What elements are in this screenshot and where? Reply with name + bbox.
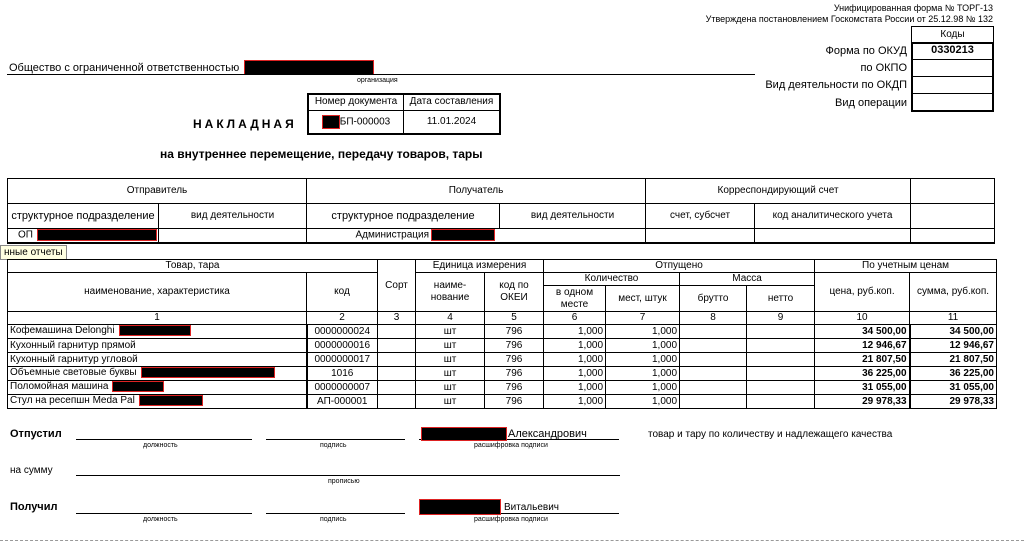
cell-net bbox=[747, 325, 815, 339]
cell-unit: шт bbox=[416, 395, 485, 409]
okdp-label: Вид деятельности по ОКДП bbox=[765, 79, 907, 91]
sum-label: на сумму bbox=[10, 465, 53, 476]
cell-sort bbox=[378, 395, 416, 409]
position-caption: должность bbox=[143, 442, 178, 449]
corr-header: Корреспондирующий счет bbox=[646, 179, 911, 204]
received-label: Получил bbox=[10, 501, 58, 513]
number-header: Номер документа bbox=[308, 94, 404, 110]
col-num: 5 bbox=[485, 312, 544, 325]
items-table bbox=[7, 259, 997, 409]
form-name: Унифицированная форма № ТОРГ-13 bbox=[833, 3, 993, 13]
cell-price: 31 055,00 bbox=[815, 381, 910, 395]
col-num: 1 bbox=[8, 312, 307, 325]
decoding-caption: расшифровка подписи bbox=[474, 516, 548, 523]
doc-subtitle: на внутреннее перемещение, передачу товаров, тары bbox=[160, 147, 483, 161]
okpo-label: по ОКПО bbox=[860, 62, 907, 74]
col-num: 3 bbox=[378, 312, 416, 325]
cell-places: 1,000 bbox=[606, 395, 680, 409]
cell-places: 1,000 bbox=[606, 381, 680, 395]
col-num: 11 bbox=[910, 312, 997, 325]
cell-net bbox=[747, 353, 815, 367]
in-words-caption: прописью bbox=[328, 478, 360, 485]
cell-price: 34 500,00 bbox=[815, 325, 910, 339]
cell-unit: шт bbox=[416, 367, 485, 381]
cell-gross bbox=[680, 381, 747, 395]
cell-sum: 36 225,00 bbox=[910, 367, 997, 381]
redaction bbox=[421, 427, 507, 441]
redaction bbox=[112, 381, 164, 392]
redaction bbox=[119, 325, 191, 336]
col-num: 7 bbox=[606, 312, 680, 325]
cell-okei: 796 bbox=[485, 381, 544, 395]
doc-date: 11.01.2024 bbox=[404, 110, 501, 134]
cell-price: 29 978,33 bbox=[815, 395, 910, 409]
redaction bbox=[141, 367, 275, 378]
struct-label: структурное подразделение bbox=[307, 204, 500, 229]
released-label: Отпустил bbox=[10, 428, 62, 440]
cell-gross bbox=[680, 353, 747, 367]
activity-label: вид деятельности bbox=[500, 204, 646, 229]
signature-caption: подпись bbox=[320, 442, 347, 449]
cell-places: 1,000 bbox=[606, 367, 680, 381]
cell-net bbox=[747, 367, 815, 381]
cell-sum: 12 946,67 bbox=[910, 339, 997, 353]
goods-header: Товар, тара bbox=[8, 260, 378, 273]
cell-unit: шт bbox=[416, 325, 485, 339]
table-row bbox=[8, 339, 997, 353]
cell-sort bbox=[378, 353, 416, 367]
date-header: Дата составления bbox=[404, 94, 501, 110]
redaction bbox=[419, 499, 501, 515]
mass-header: Масса bbox=[680, 273, 815, 286]
page-break bbox=[0, 540, 1024, 541]
cell-name: Стул на ресепшн Meda Pal bbox=[8, 395, 307, 409]
analytic-label: код аналитического учета bbox=[755, 204, 911, 229]
places-header: мест, штук bbox=[606, 286, 680, 312]
cell-sum: 21 807,50 bbox=[910, 353, 997, 367]
operation-label: Вид операции bbox=[835, 97, 907, 109]
cell-name: Поломойная машина bbox=[8, 381, 307, 395]
position-caption: должность bbox=[143, 516, 178, 523]
received-name: Витальевич bbox=[504, 502, 559, 513]
cell-sum: 29 978,33 bbox=[910, 395, 997, 409]
tooltip: нные отчеты bbox=[0, 245, 67, 260]
cell-in-place: 1,000 bbox=[544, 325, 606, 339]
cell-price: 12 946,67 bbox=[815, 339, 910, 353]
by-price-header: По учетным ценам bbox=[815, 260, 997, 273]
cell-sum: 34 500,00 bbox=[910, 325, 997, 339]
cell-places: 1,000 bbox=[606, 325, 680, 339]
organization-caption: организация bbox=[357, 77, 398, 84]
cell-name: Кофемашина Delonghi bbox=[8, 325, 307, 339]
sender-header: Отправитель bbox=[8, 179, 307, 204]
sort-header: Сорт bbox=[378, 260, 416, 312]
codes-header: Коды bbox=[911, 26, 994, 43]
receiver-value: Администрация bbox=[307, 229, 646, 243]
cell-sort bbox=[378, 367, 416, 381]
redaction bbox=[37, 229, 157, 241]
cell-unit: шт bbox=[416, 381, 485, 395]
cell-sum: 31 055,00 bbox=[910, 381, 997, 395]
cell-net bbox=[747, 339, 815, 353]
activity-label: вид деятельности bbox=[159, 204, 307, 229]
cell-places: 1,000 bbox=[606, 353, 680, 367]
doc-number: БП-000003 bbox=[308, 110, 404, 134]
table-row bbox=[8, 381, 997, 395]
decoding-caption: расшифровка подписи bbox=[474, 442, 548, 449]
cell-gross bbox=[680, 325, 747, 339]
cell-code: 0000000024 bbox=[307, 325, 378, 339]
cell-in-place: 1,000 bbox=[544, 367, 606, 381]
struct-label: структурное подразделение bbox=[8, 204, 159, 229]
cell-gross bbox=[680, 367, 747, 381]
cell-okei: 796 bbox=[485, 339, 544, 353]
name-header: наименование, характеристика bbox=[8, 273, 307, 312]
price-header: цена, руб.коп. bbox=[815, 273, 910, 312]
cell-okei: 796 bbox=[485, 367, 544, 381]
cell-okei: 796 bbox=[485, 395, 544, 409]
cell-in-place: 1,000 bbox=[544, 353, 606, 367]
qty-header: Количество bbox=[544, 273, 680, 286]
cell-name: Объемные световые буквы bbox=[8, 367, 307, 381]
cell-name: Кухонный гарнитур прямой bbox=[8, 339, 307, 353]
okei-header: код по ОКЕИ bbox=[485, 273, 544, 312]
cell-net bbox=[747, 395, 815, 409]
cell-name: Кухонный гарнитур угловой bbox=[8, 353, 307, 367]
table-row bbox=[8, 367, 997, 381]
code-header: код bbox=[307, 273, 378, 312]
col-num: 9 bbox=[747, 312, 815, 325]
cell-places: 1,000 bbox=[606, 339, 680, 353]
sum-header: сумма, руб.коп. bbox=[910, 273, 997, 312]
col-num: 8 bbox=[680, 312, 747, 325]
cell-sort bbox=[378, 325, 416, 339]
unit-header: Единица измерения bbox=[416, 260, 544, 273]
table-row bbox=[8, 395, 997, 409]
col-num: 2 bbox=[307, 312, 378, 325]
okud-value: 0330213 bbox=[931, 44, 974, 56]
table-row bbox=[8, 353, 997, 367]
cell-sort bbox=[378, 339, 416, 353]
account-label: счет, субсчет bbox=[646, 204, 755, 229]
receiver-header: Получатель bbox=[307, 179, 646, 204]
cell-net bbox=[747, 381, 815, 395]
parties-table bbox=[7, 178, 995, 244]
col-num: 6 bbox=[544, 312, 606, 325]
gross-header: брутто bbox=[680, 286, 747, 312]
net-header: нетто bbox=[747, 286, 815, 312]
redaction bbox=[322, 115, 340, 129]
col-num: 4 bbox=[416, 312, 485, 325]
cell-okei: 796 bbox=[485, 325, 544, 339]
sender-value: ОП bbox=[8, 229, 159, 243]
cell-okei: 796 bbox=[485, 353, 544, 367]
quality-text: товар и тару по количеству и надлежащего качества bbox=[648, 429, 893, 440]
in-place-header: в одном месте bbox=[544, 286, 606, 312]
cell-code: 1016 bbox=[307, 367, 378, 381]
cell-price: 21 807,50 bbox=[815, 353, 910, 367]
doc-title: НАКЛАДНАЯ bbox=[193, 117, 297, 131]
organization-name: Общество с ограниченной ответственностью bbox=[9, 62, 240, 74]
released-header: Отпущено bbox=[544, 260, 815, 273]
doc-number-table bbox=[307, 93, 501, 135]
okud-label: Форма по ОКУД bbox=[825, 45, 907, 57]
redaction bbox=[431, 229, 495, 241]
cell-in-place: 1,000 bbox=[544, 381, 606, 395]
table-row bbox=[8, 325, 997, 339]
col-num: 10 bbox=[815, 312, 910, 325]
cell-code: 0000000007 bbox=[307, 381, 378, 395]
cell-code: 0000000017 bbox=[307, 353, 378, 367]
cell-code: АП-000001 bbox=[307, 395, 378, 409]
redaction bbox=[139, 395, 203, 406]
cell-price: 36 225,00 bbox=[815, 367, 910, 381]
cell-unit: шт bbox=[416, 353, 485, 367]
released-name: Александрович bbox=[508, 428, 587, 440]
cell-sort bbox=[378, 381, 416, 395]
signature-caption: подпись bbox=[320, 516, 347, 523]
cell-in-place: 1,000 bbox=[544, 395, 606, 409]
form-approval: Утверждена постановлением Госкомстата России от 25.12.98 № 132 bbox=[705, 14, 993, 24]
redaction bbox=[244, 60, 374, 75]
cell-code: 0000000016 bbox=[307, 339, 378, 353]
unit-name-header: наиме- нование bbox=[416, 273, 485, 312]
cell-unit: шт bbox=[416, 339, 485, 353]
cell-gross bbox=[680, 395, 747, 409]
cell-gross bbox=[680, 339, 747, 353]
cell-in-place: 1,000 bbox=[544, 339, 606, 353]
